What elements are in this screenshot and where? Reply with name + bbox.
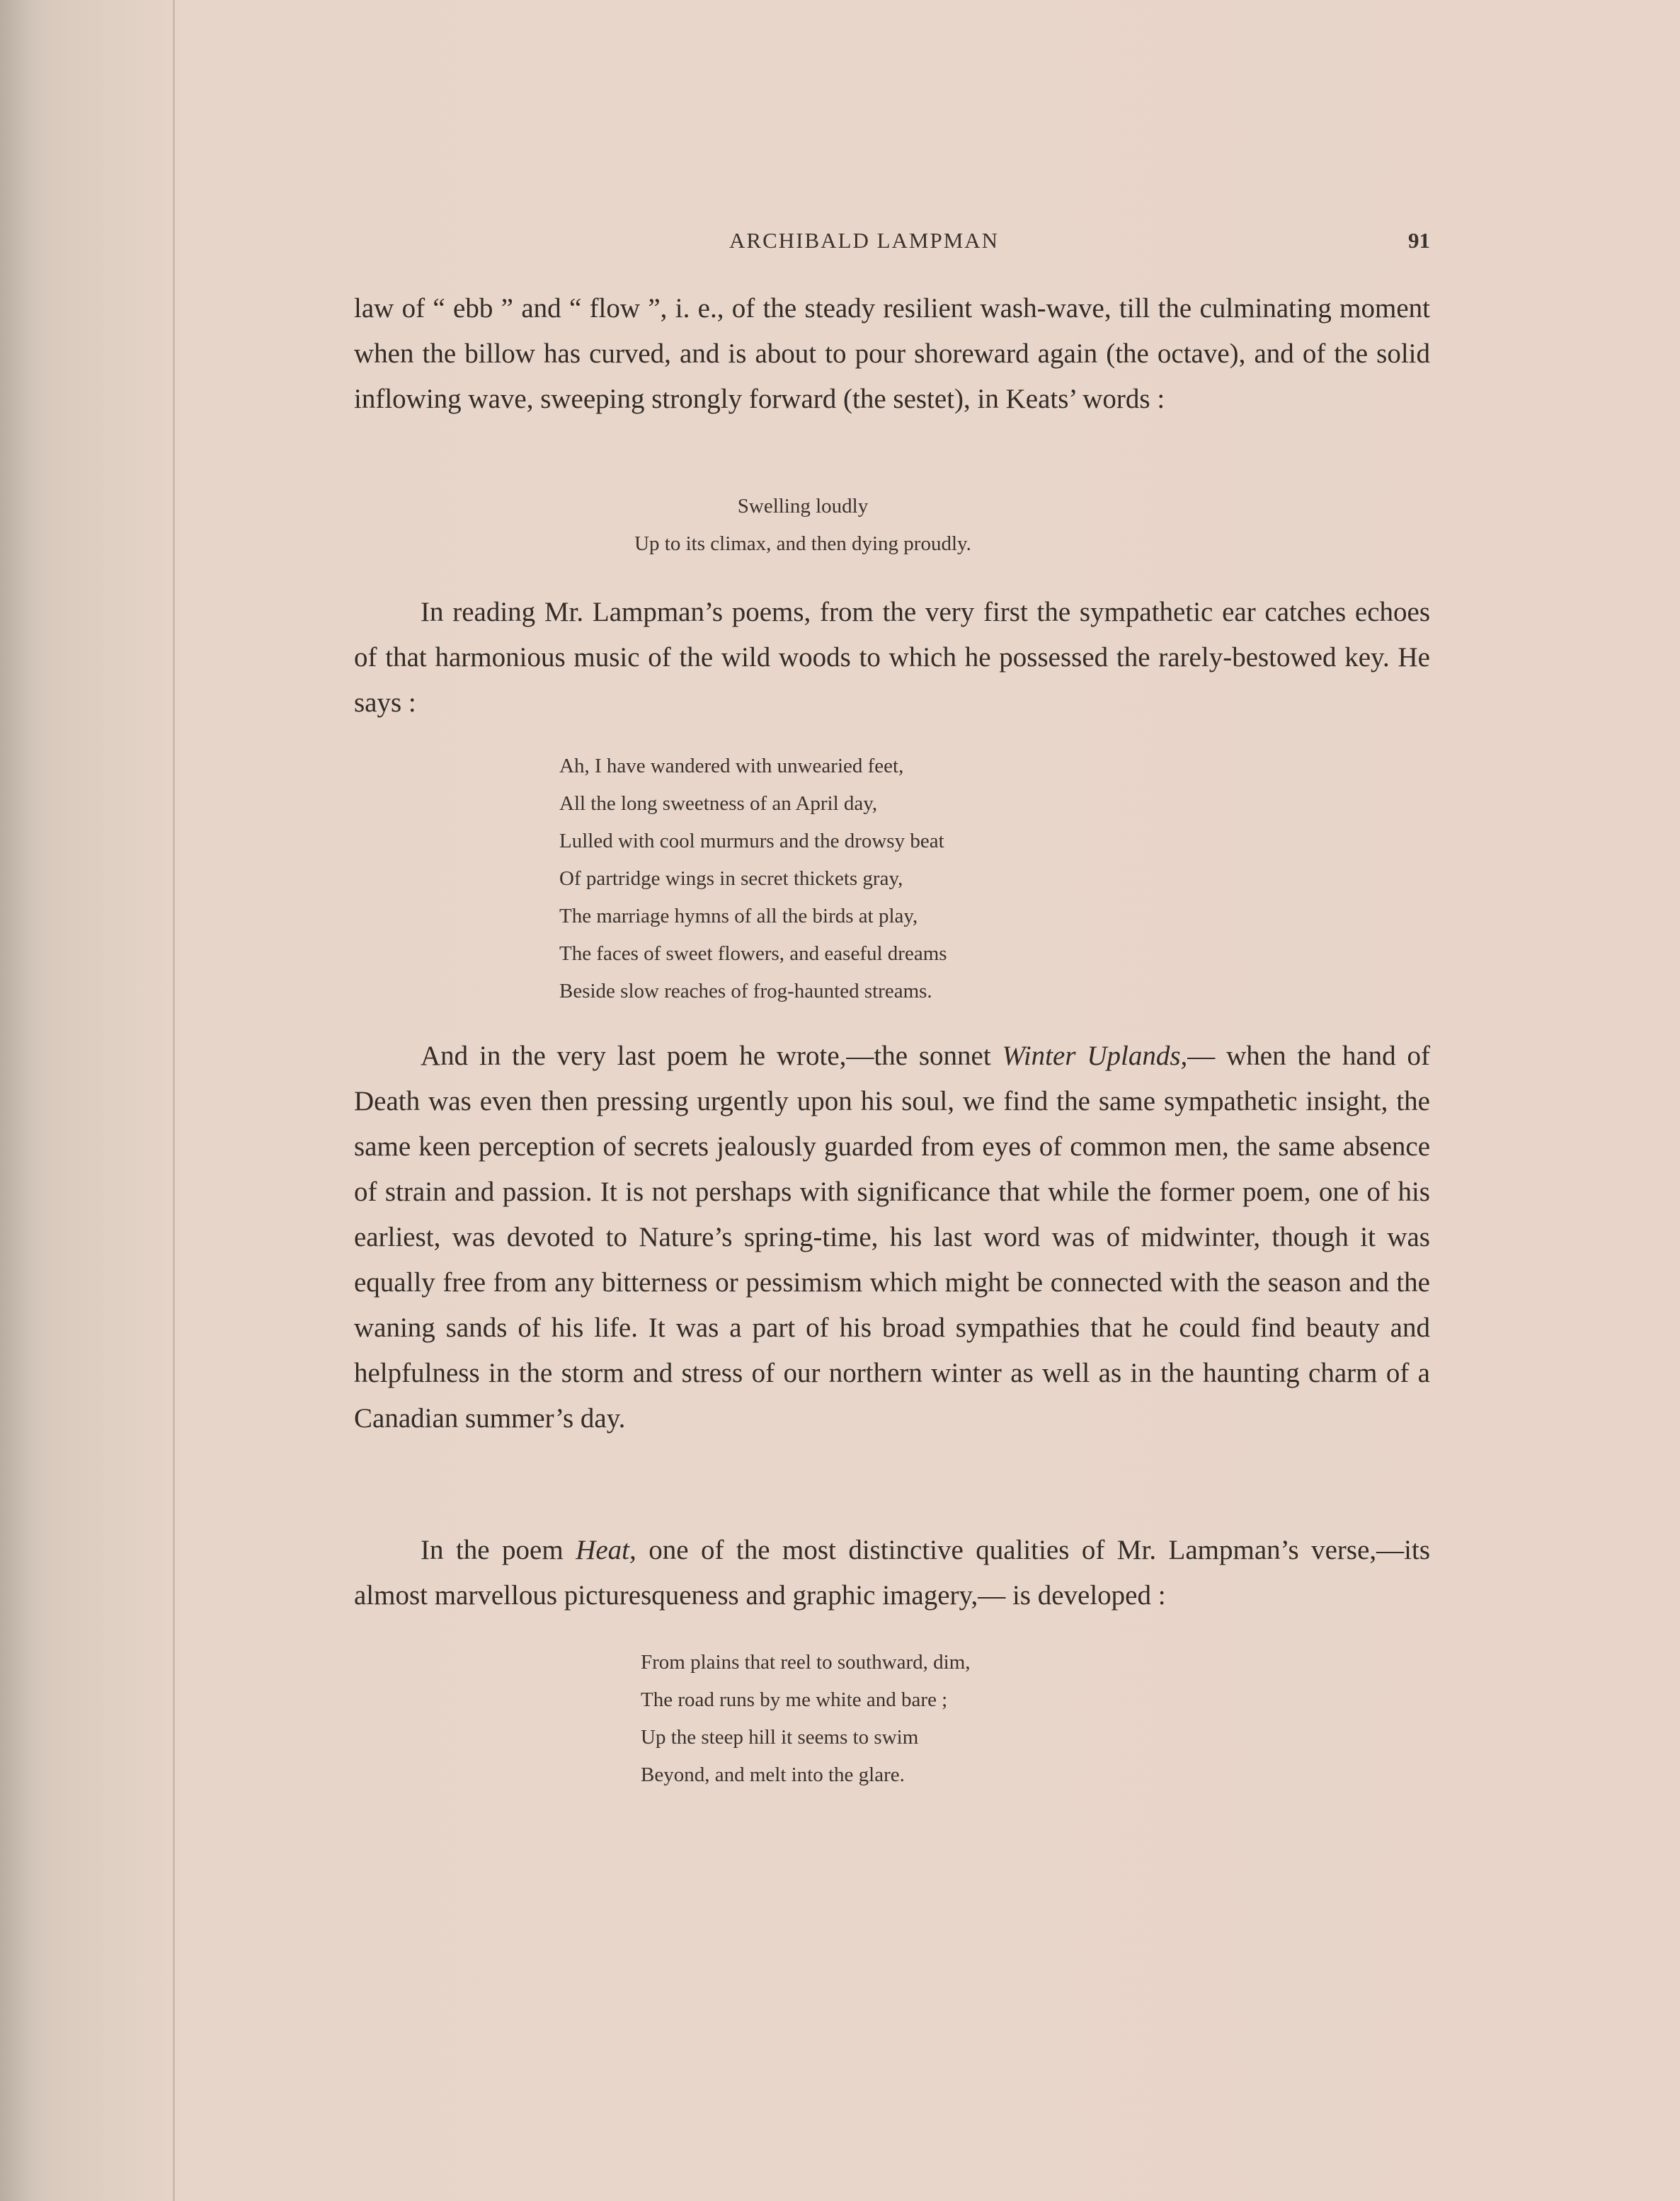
quote-keats [555,488,1051,563]
verse-line: All the long sweetness of an April day, [559,792,878,815]
verse-line: The marriage hymns of all the birds at play, [559,905,918,927]
paragraph-sympathetic-ear: In reading Mr. Lampman’s poems, from the very first the sympathetic ear catches echoes of that harmonious music of the wild woods to which he possessed the rarely-bestowed key. He says : [354,597,1430,718]
verse-line: Ah, I have wandered with unwearied feet, [559,755,904,777]
running-title: ARCHIBALD LAMPMAN [729,228,1000,253]
verse-line: Beside slow reaches of frog-haunted streams. [559,980,932,1002]
poem-title-winter-uplands: Winter Uplands, [1002,1041,1188,1071]
paragraph-winter-uplands [354,1034,1430,1441]
paragraph-heat [354,1528,1430,1618]
verse-line: Lulled with cool murmurs and the drowsy beat [559,830,944,852]
poem-title-heat: Heat, [576,1535,636,1565]
quote-heat [641,1644,1278,1794]
paragraph-text: In the poem [421,1535,576,1565]
verse-line: Beyond, and melt into the glare. [641,1763,905,1786]
verse-line: Of partridge wings in secret thickets gray, [559,867,903,890]
verse-line: From plains that reel to southward, dim, [641,1651,971,1674]
paragraph-text: one of the most distinctive qualities of Mr. Lampman’s verse,—its almost marvellous picturesqueness and graphic imagery,— is developed : [354,1535,1431,1611]
paragraph-ebb-and-flow: law of “ ebb ” and “ flow ”, i. e., of the steady resilient wash-wave, till the culminating moment when the billow has curved, and is about to pour shoreward again (the octave), and of the solid inflowing wave, sweeping strongly forward (the sestet), in Keats’ words : [354,293,1430,414]
verse-line: Up the steep hill it seems to swim [641,1726,919,1749]
paragraph-text: And in the very last poem he wrote,—the sonnet [421,1041,1002,1071]
verse-line: The road runs by me white and bare ; [641,1688,948,1711]
page-fold-line [173,0,175,2201]
quote-april-day [559,748,1196,1010]
running-header [354,228,1430,263]
gutter-shadow [0,0,184,2201]
verse-line: The faces of sweet flowers, and easeful dreams [559,942,947,965]
paragraph-text: — when the hand of Death was even then pressing urgently upon his soul, we find the same sympathetic insight, the same keen perception of secrets jealously guarded from eyes of common men, the same absence of strain and passion. It is not pershaps with significance that while the former poem, one of his earliest, was devoted to Nature’s spring-time, his last word was of midwinter, though it was equally free from any bitterness or pessimism which might be connected with the season and the waning sands of his life. It was a part of his broad sympathies that he could find beauty and helpfulness in the storm and stress of our northern winter as well as in the haunting charm of a Canadian summer’s day. [354,1041,1430,1434]
verse-line: Swelling loudly [737,495,869,518]
page-number: 91 [1408,228,1430,253]
verse-line: Up to its climax, and then dying proudly. [634,532,971,555]
